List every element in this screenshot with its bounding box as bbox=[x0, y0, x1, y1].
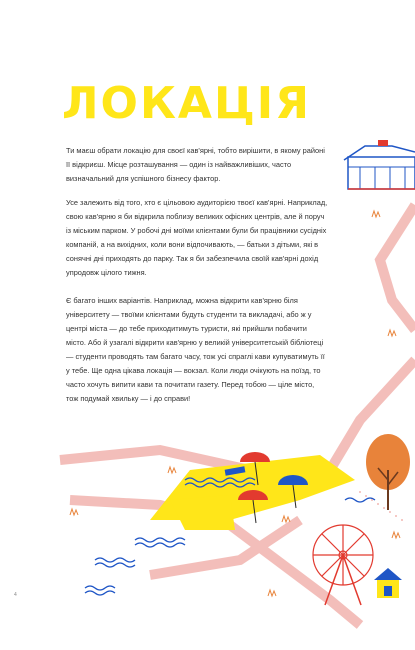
page-title: ЛОКАЦІЯ bbox=[62, 78, 312, 129]
dotted-path bbox=[359, 491, 403, 521]
paragraph-audience: Усе залежить від того, хто є цільовою аудиторією твоєї кав'ярні. Наприклад, свою кав'ярню я би відкрила поблизу великих офісних центрів, але й поруч із міським парком. У робочі дні моїми клієнтами були би працівники сусідніх компаній, а на вихідних, коли вони відпочивають, — батьки з дітьми, які в сонячні дні приходять до парку. Так я би забезпечила своїй кав'ярні дохід упродовж цілого тижня. bbox=[66, 198, 328, 277]
beach-area-lower bbox=[170, 495, 235, 530]
paragraph-intro: Ти маєш обрати локацію для своєї кав'ярні, тобто вирішити, в якому районі її відкриєш. Місце розташування — один із найважливіших, часто визначальний для успішного бізнесу фактор. bbox=[66, 146, 325, 183]
page-number: 4 bbox=[14, 592, 17, 598]
station-building-icon bbox=[344, 140, 415, 189]
paragraph-options: Є багато інших варіантів. Наприклад, можна відкрити кав'ярню біля університету — твоїми клієнтами будуть студенти та викладачі, або ж у центрі міста — до тебе приходитимуть туристи, які прийшли побачити місто. Або й узагалі відкрити кав'ярню у великій університетській бібліотеці — студенти проводять там багато часу, тож усі спраглі кави купуватимуть її у тебе. Ще одна цікава локація — вокзал. Коли люди очікують на поїзд, то часто хочуть випити кави та почитати газету. Перед тобою — ціле місто, тож подумай хвильку — і до справи! bbox=[66, 296, 325, 403]
ticket-booth-icon bbox=[374, 568, 402, 598]
